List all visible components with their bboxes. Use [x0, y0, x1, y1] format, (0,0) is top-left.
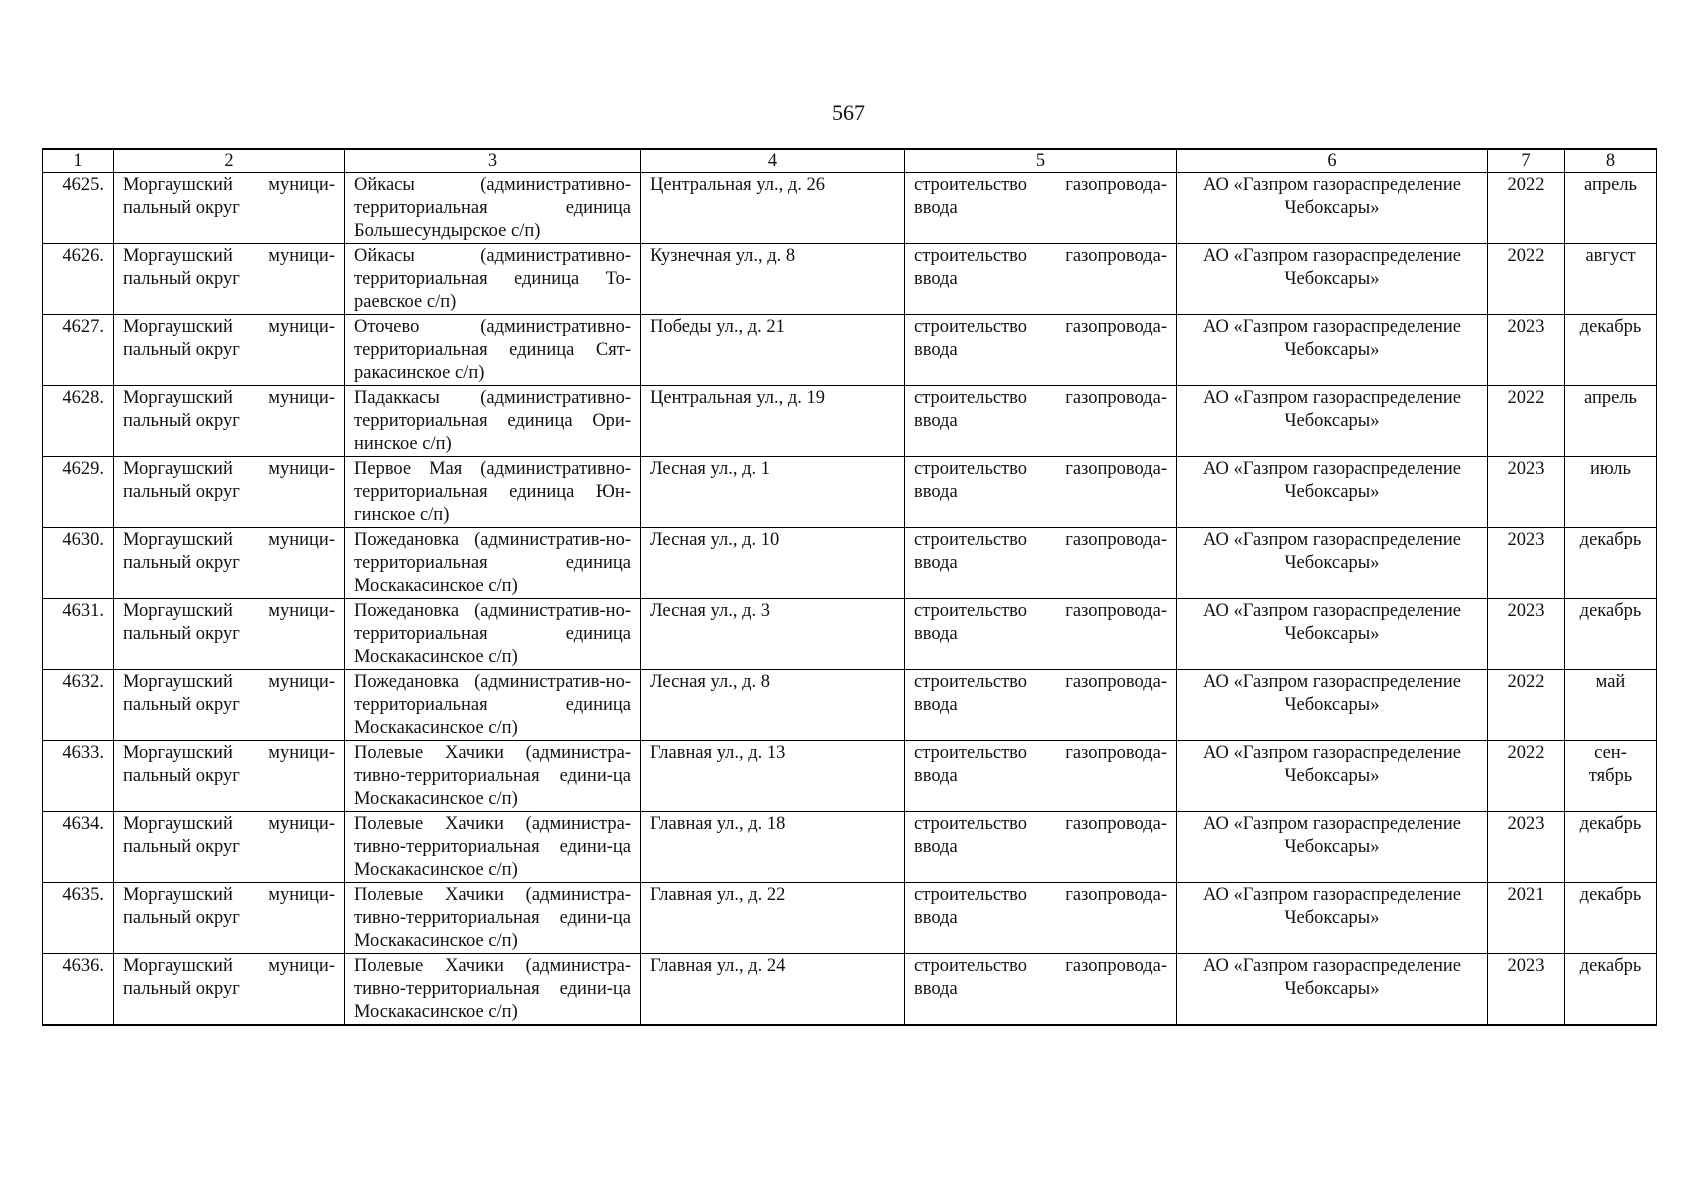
district-cell: Моргаушский муници-пальный округ: [114, 457, 345, 528]
row-number: 4636.: [43, 954, 114, 1026]
row-number: 4633.: [43, 741, 114, 812]
column-header: 1: [43, 149, 114, 173]
locality-cell: Пожедановка (административ-но-территориальная единица Москакасинское с/п): [345, 528, 641, 599]
district-cell: Моргаушский муници-пальный округ: [114, 315, 345, 386]
work-type-cell: строительство газопровода-ввода: [905, 883, 1177, 954]
executor-cell: АО «Газпром газораспределение Чебоксары»: [1177, 741, 1488, 812]
executor-cell: АО «Газпром газораспределение Чебоксары»: [1177, 386, 1488, 457]
row-number: 4626.: [43, 244, 114, 315]
year-cell: 2023: [1488, 528, 1565, 599]
address-cell: Главная ул., д. 13: [641, 741, 905, 812]
column-header: 3: [345, 149, 641, 173]
month-cell: апрель: [1565, 173, 1657, 244]
locality-cell: Оточево (административно-территориальная единица Сят-ракасинское с/п): [345, 315, 641, 386]
executor-cell: АО «Газпром газораспределение Чебоксары»: [1177, 954, 1488, 1026]
table-row: [43, 315, 1657, 386]
year-cell: 2023: [1488, 599, 1565, 670]
locality-cell: Пожедановка (административ-но-территориальная единица Москакасинское с/п): [345, 599, 641, 670]
row-number: 4634.: [43, 812, 114, 883]
address-cell: Лесная ул., д. 3: [641, 599, 905, 670]
work-type-cell: строительство газопровода-ввода: [905, 173, 1177, 244]
address-cell: Центральная ул., д. 19: [641, 386, 905, 457]
column-header: 6: [1177, 149, 1488, 173]
work-type-cell: строительство газопровода-ввода: [905, 315, 1177, 386]
district-cell: Моргаушский муници-пальный округ: [114, 244, 345, 315]
locality-cell: Полевые Хачики (администра-тивно-территориальная едини-ца Москакасинское с/п): [345, 954, 641, 1026]
month-cell: август: [1565, 244, 1657, 315]
work-type-cell: строительство газопровода-ввода: [905, 954, 1177, 1026]
district-cell: Моргаушский муници-пальный округ: [114, 741, 345, 812]
locality-cell: Ойкасы (административно-территориальная единица Большесундырское с/п): [345, 173, 641, 244]
address-cell: Лесная ул., д. 10: [641, 528, 905, 599]
year-cell: 2023: [1488, 812, 1565, 883]
table-row: [43, 883, 1657, 954]
column-header: 7: [1488, 149, 1565, 173]
row-number: 4625.: [43, 173, 114, 244]
address-cell: Главная ул., д. 24: [641, 954, 905, 1026]
year-cell: 2022: [1488, 244, 1565, 315]
district-cell: Моргаушский муници-пальный округ: [114, 954, 345, 1026]
column-header: 8: [1565, 149, 1657, 173]
executor-cell: АО «Газпром газораспределение Чебоксары»: [1177, 883, 1488, 954]
address-cell: Главная ул., д. 18: [641, 812, 905, 883]
row-number: 4631.: [43, 599, 114, 670]
executor-cell: АО «Газпром газораспределение Чебоксары»: [1177, 173, 1488, 244]
work-type-cell: строительство газопровода-ввода: [905, 670, 1177, 741]
year-cell: 2023: [1488, 457, 1565, 528]
month-cell: декабрь: [1565, 315, 1657, 386]
executor-cell: АО «Газпром газораспределение Чебоксары»: [1177, 812, 1488, 883]
district-cell: Моргаушский муници-пальный округ: [114, 670, 345, 741]
address-cell: Победы ул., д. 21: [641, 315, 905, 386]
row-number: 4635.: [43, 883, 114, 954]
month-cell: май: [1565, 670, 1657, 741]
district-cell: Моргаушский муници-пальный округ: [114, 173, 345, 244]
year-cell: 2022: [1488, 386, 1565, 457]
work-type-cell: строительство газопровода-ввода: [905, 244, 1177, 315]
table-row: [43, 173, 1657, 244]
executor-cell: АО «Газпром газораспределение Чебоксары»: [1177, 528, 1488, 599]
row-number: 4627.: [43, 315, 114, 386]
district-cell: Моргаушский муници-пальный округ: [114, 812, 345, 883]
month-cell: апрель: [1565, 386, 1657, 457]
row-number: 4630.: [43, 528, 114, 599]
column-number-row: [43, 149, 1657, 173]
work-type-cell: строительство газопровода-ввода: [905, 528, 1177, 599]
locality-cell: Полевые Хачики (администра-тивно-территориальная едини-ца Москакасинское с/п): [345, 741, 641, 812]
table-row: [43, 741, 1657, 812]
month-cell: декабрь: [1565, 599, 1657, 670]
column-header: 5: [905, 149, 1177, 173]
column-header: 2: [114, 149, 345, 173]
table-row: [43, 244, 1657, 315]
table-row: [43, 670, 1657, 741]
year-cell: 2022: [1488, 670, 1565, 741]
executor-cell: АО «Газпром газораспределение Чебоксары»: [1177, 670, 1488, 741]
district-cell: Моргаушский муници-пальный округ: [114, 528, 345, 599]
year-cell: 2023: [1488, 954, 1565, 1026]
locality-cell: Пожедановка (административ-но-территориальная единица Москакасинское с/п): [345, 670, 641, 741]
work-type-cell: строительство газопровода-ввода: [905, 386, 1177, 457]
locality-cell: Первое Мая (административно-территориальная единица Юн-гинское с/п): [345, 457, 641, 528]
table-row: [43, 386, 1657, 457]
month-cell: июль: [1565, 457, 1657, 528]
month-cell: декабрь: [1565, 528, 1657, 599]
address-cell: Центральная ул., д. 26: [641, 173, 905, 244]
district-cell: Моргаушский муници-пальный округ: [114, 386, 345, 457]
executor-cell: АО «Газпром газораспределение Чебоксары»: [1177, 315, 1488, 386]
locality-cell: Полевые Хачики (администра-тивно-территориальная едини-ца Москакасинское с/п): [345, 883, 641, 954]
executor-cell: АО «Газпром газораспределение Чебоксары»: [1177, 244, 1488, 315]
address-cell: Главная ул., д. 22: [641, 883, 905, 954]
executor-cell: АО «Газпром газораспределение Чебоксары»: [1177, 457, 1488, 528]
work-type-cell: строительство газопровода-ввода: [905, 457, 1177, 528]
month-cell: декабрь: [1565, 812, 1657, 883]
locality-cell: Ойкасы (административно-территориальная единица То-раевское с/п): [345, 244, 641, 315]
page-number: 567: [832, 100, 865, 125]
address-cell: Лесная ул., д. 8: [641, 670, 905, 741]
table-row: [43, 457, 1657, 528]
district-cell: Моргаушский муници-пальный округ: [114, 883, 345, 954]
year-cell: 2022: [1488, 173, 1565, 244]
executor-cell: АО «Газпром газораспределение Чебоксары»: [1177, 599, 1488, 670]
year-cell: 2023: [1488, 315, 1565, 386]
work-type-cell: строительство газопровода-ввода: [905, 741, 1177, 812]
district-cell: Моргаушский муници-пальный округ: [114, 599, 345, 670]
table-row: [43, 812, 1657, 883]
month-cell: декабрь: [1565, 883, 1657, 954]
address-cell: Лесная ул., д. 1: [641, 457, 905, 528]
work-type-cell: строительство газопровода-ввода: [905, 812, 1177, 883]
row-number: 4629.: [43, 457, 114, 528]
table-row: [43, 599, 1657, 670]
column-header: 4: [641, 149, 905, 173]
table-row: [43, 954, 1657, 1026]
address-cell: Кузнечная ул., д. 8: [641, 244, 905, 315]
locality-cell: Падаккасы (административно-территориальная единица Ори-нинское с/п): [345, 386, 641, 457]
row-number: 4628.: [43, 386, 114, 457]
table-row: [43, 528, 1657, 599]
row-number: 4632.: [43, 670, 114, 741]
year-cell: 2022: [1488, 741, 1565, 812]
month-cell: декабрь: [1565, 954, 1657, 1026]
gasification-table: [42, 148, 1657, 1026]
work-type-cell: строительство газопровода-ввода: [905, 599, 1177, 670]
locality-cell: Полевые Хачики (администра-тивно-территориальная едини-ца Москакасинское с/п): [345, 812, 641, 883]
month-cell: сен-тябрь: [1565, 741, 1657, 812]
year-cell: 2021: [1488, 883, 1565, 954]
